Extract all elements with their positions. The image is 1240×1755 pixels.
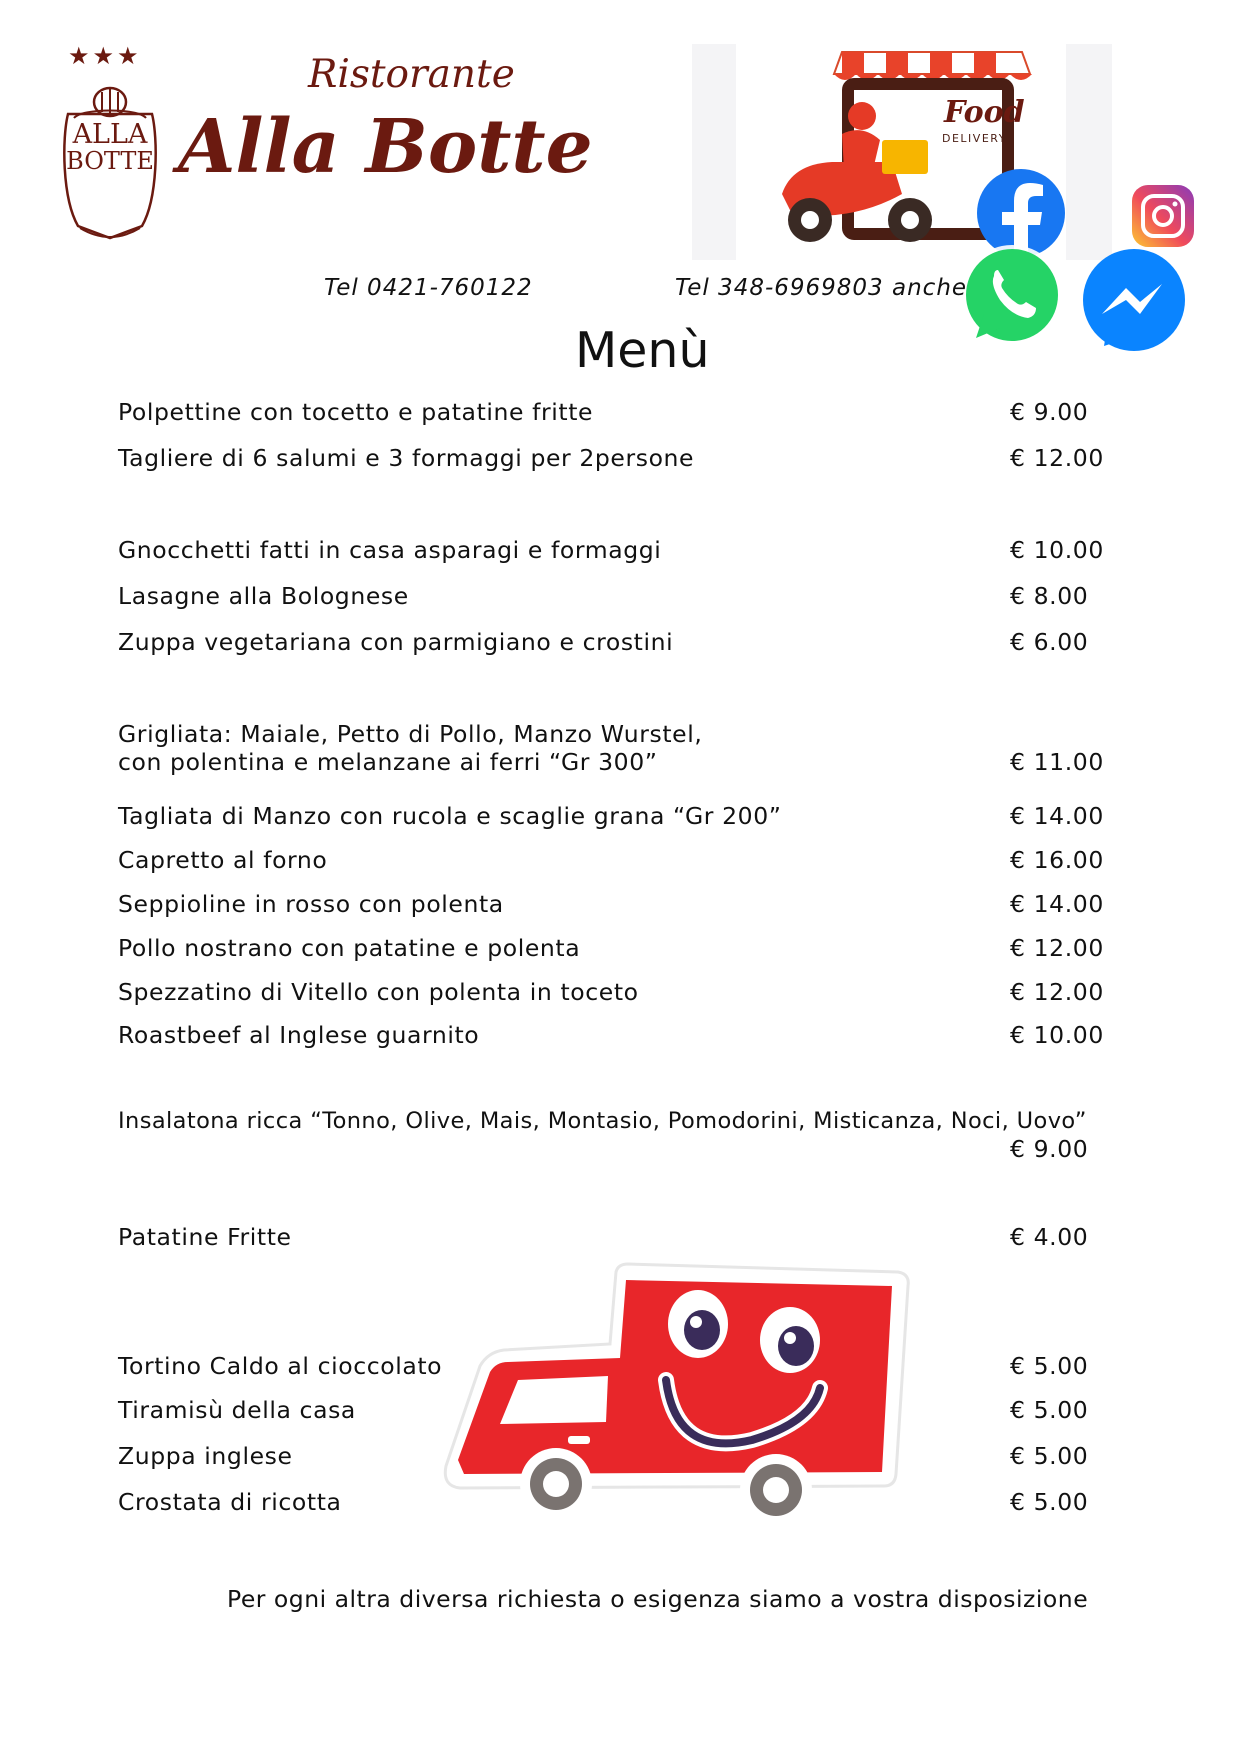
menu-item-price: € 9.00 [1010, 1135, 1089, 1163]
menu-item-name: Zuppa inglese [118, 1442, 293, 1470]
menu-item-name: Capretto al forno [118, 846, 328, 874]
menu-item-price: € 12.00 [1010, 444, 1104, 472]
menu-item-price: € 4.00 [1010, 1223, 1089, 1251]
logo-brand-name: Alla Botte [178, 104, 593, 190]
logo-subtitle: Ristorante [308, 52, 515, 97]
menu-item-name: Lasagne alla Bolognese [118, 582, 409, 610]
menu-item-price: € 14.00 [1010, 890, 1104, 918]
menu-item-name: Spezzatino di Vitello con polenta in toceto [118, 978, 639, 1006]
menu-item-price: € 16.00 [1010, 846, 1104, 874]
menu-item-price: € 5.00 [1010, 1352, 1089, 1380]
delivery-logo-word: Food [944, 95, 1025, 130]
crest-text-line1: ALLA [72, 119, 148, 150]
menu-item-price: € 12.00 [1010, 978, 1104, 1006]
menu-item-price: € 9.00 [1010, 398, 1089, 426]
menu-item-name: Zuppa vegetariana con parmigiano e crostini [118, 628, 674, 656]
messenger-icon[interactable] [1083, 249, 1185, 351]
facebook-icon[interactable] [977, 169, 1065, 257]
menu-item-name: Patatine Fritte [118, 1223, 292, 1251]
phone-mobile[interactable]: Tel 348-6969803 anche [675, 275, 968, 301]
menu-item-name: Seppioline in rosso con polenta [118, 890, 504, 918]
menu-item-name: Gnocchetti fatti in casa asparagi e formaggi [118, 536, 662, 564]
menu-item-name: Grigliata: Maiale, Petto di Pollo, Manzo Wurstel, [118, 720, 703, 748]
menu-item-name: Crostata di ricotta [118, 1488, 342, 1516]
menu-item-name: Roastbeef al Inglese guarnito [118, 1021, 480, 1049]
social-icons [956, 168, 1211, 373]
menu-item-price: € 10.00 [1010, 536, 1104, 564]
menu-item-name: Tortino Caldo al cioccolato [118, 1352, 443, 1380]
menu-item-name: Pollo nostrano con patatine e polenta [118, 934, 581, 962]
delivery-truck-icon [440, 1262, 915, 1524]
footer-note: Per ogni altra diversa richiesta o esigenza siamo a vostra disposizione [227, 1585, 1089, 1613]
delivery-logo-sub: DELIVERY [942, 132, 1007, 145]
menu-item-price: € 11.00 [1010, 748, 1104, 776]
menu-item-price: € 5.00 [1010, 1442, 1089, 1470]
restaurant-logo [58, 42, 598, 212]
menu-item-price: € 5.00 [1010, 1488, 1089, 1516]
menu-item-name: Tiramisù della casa [118, 1396, 356, 1424]
phone-landline[interactable]: Tel 0421-760122 [324, 275, 533, 301]
menu-item-name: Tagliere di 6 salumi e 3 formaggi per 2persone [118, 444, 695, 472]
menu-item-name: Tagliata di Manzo con rucola e scaglie grana “Gr 200” [118, 802, 782, 830]
delivery-truck-illustration [440, 1262, 915, 1524]
whatsapp-icon[interactable] [960, 245, 1064, 349]
menu-item-price: € 10.00 [1010, 1021, 1104, 1049]
hotel-stars: ★★★ [68, 42, 142, 70]
menu-item-name-line2: con polentina e melanzane ai ferri “Gr 300” [118, 748, 658, 776]
crest-text-line2: BOTTE [66, 147, 154, 175]
menu-item-price: € 6.00 [1010, 628, 1089, 656]
menu-item-name: Insalatona ricca “Tonno, Olive, Mais, Montasio, Pomodorini, Misticanza, Noci, Uovo” [118, 1108, 1087, 1134]
instagram-icon[interactable] [1132, 185, 1194, 247]
menu-item-price: € 12.00 [1010, 934, 1104, 962]
menu-item-price: € 8.00 [1010, 582, 1089, 610]
menu-item-price: € 14.00 [1010, 802, 1104, 830]
page-title: Menù [575, 322, 710, 379]
menu-item-name: Polpettine con tocetto e patatine fritte [118, 398, 594, 426]
menu-item-price: € 5.00 [1010, 1396, 1089, 1424]
